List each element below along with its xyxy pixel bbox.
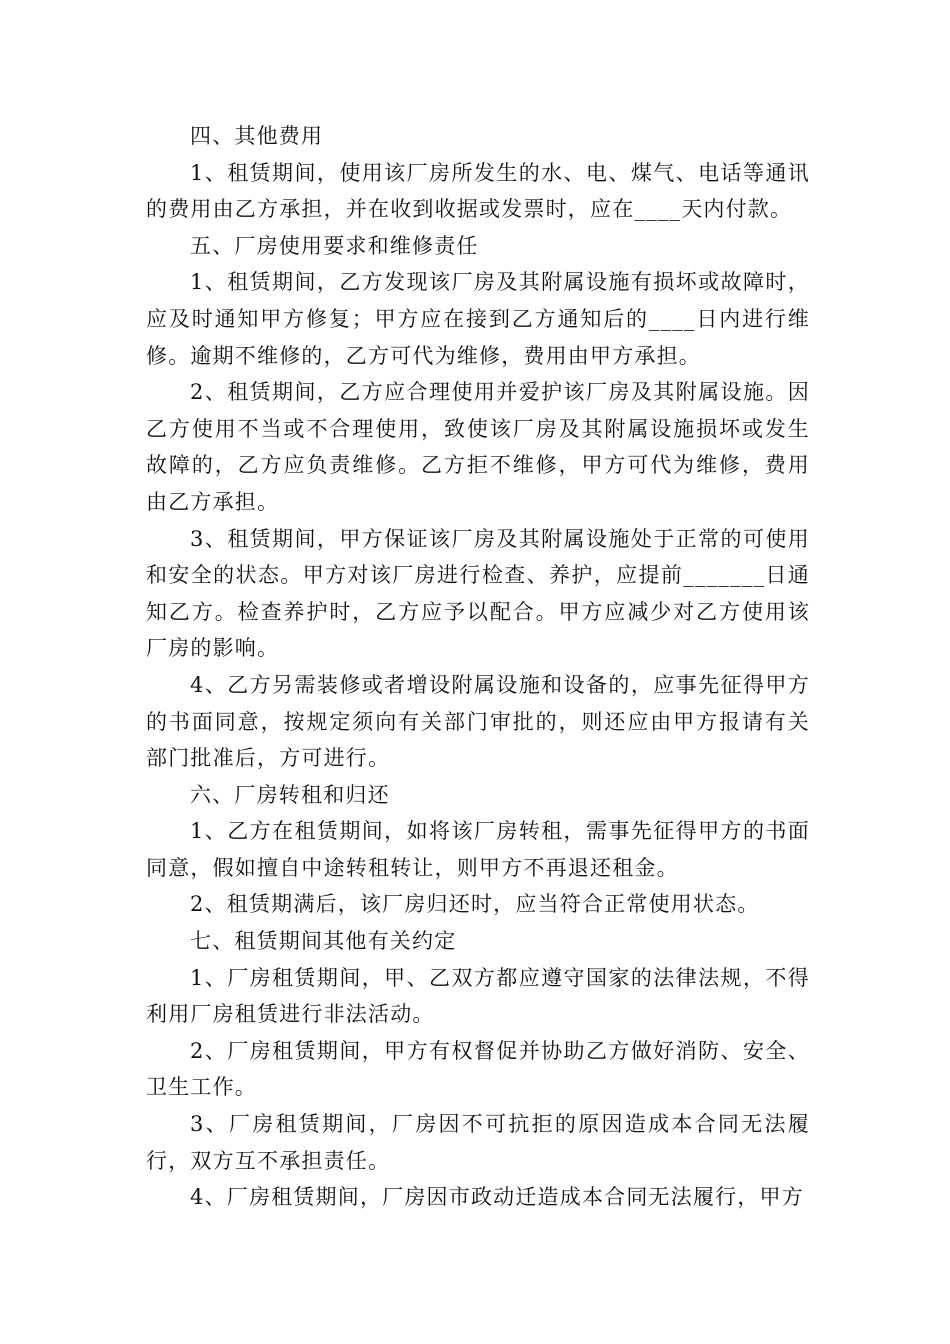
- paragraph-return: 2、租赁期满后，该厂房归还时，应当符合正常使用状态。: [190, 892, 760, 917]
- paragraph-proper-use: 2、租赁期间，乙方应合理使用并爱护该厂房及其附属设施。因乙方使用不当或不合理使用，致使该厂房及其附属设施损坏或发生故障的，乙方应负责维修。乙方拒不维修，甲方可代为维修，费用由乙方承担。: [146, 380, 810, 514]
- paragraph-inspection: 3、租赁期间，甲方保证该厂房及其附属设施处于正常的可使用和安全的状态。甲方对该厂房进行检查、养护，应提前_______日通知乙方。检查养护时，乙方应予以配合。甲方应减少对乙方使用该厂房的影响。: [146, 526, 810, 661]
- paragraph-utility-fees: 1、租赁期间，使用该厂房所发生的水、电、煤气、电话等通讯的费用由乙方承担，并在收到收据或发票时，应在____天内付款。: [146, 160, 810, 222]
- section-heading-usage-maintenance: 五、厂房使用要求和维修责任: [190, 233, 479, 258]
- paragraph-legal-compliance: 1、厂房租赁期间，甲、乙双方都应遵守国家的法律法规，不得利用厂房租赁进行非法活动。: [146, 965, 810, 1027]
- paragraph-municipal-relocation: 4、厂房租赁期间，厂房因市政动迁造成本合同无法履行，甲方: [190, 1185, 804, 1210]
- paragraph-repair-notice: 1、租赁期间，乙方发现该厂房及其附属设施有损坏或故障时，应及时通知甲方修复；甲方应在接到乙方通知后的____日内进行维修。逾期不维修的，乙方可代为维修，费用由甲方承担。: [146, 270, 810, 368]
- paragraph-safety: 2、厂房租赁期间，甲方有权督促并协助乙方做好消防、安全、卫生工作。: [146, 1038, 810, 1100]
- paragraph-force-majeure: 3、厂房租赁期间，厂房因不可抗拒的原因造成本合同无法履行，双方互不承担责任。: [146, 1112, 810, 1173]
- document-page: [146, 118, 810, 1216]
- paragraph-renovation: 4、乙方另需装修或者增设附属设施和设备的，应事先征得甲方的书面同意，按规定须向有关部门审批的，则还应由甲方报请有关部门批准后，方可进行。: [146, 672, 810, 771]
- paragraph-sublease: 1、乙方在租赁期间，如将该厂房转租，需事先征得甲方的书面同意，假如擅自中途转租转让，则甲方不再退还租金。: [146, 819, 810, 880]
- section-heading-other-agreements: 七、租赁期间其他有关约定: [190, 929, 457, 954]
- section-heading-other-fees: 四、其他费用: [190, 124, 324, 148]
- section-heading-sublease-return: 六、厂房转租和归还: [190, 782, 390, 807]
